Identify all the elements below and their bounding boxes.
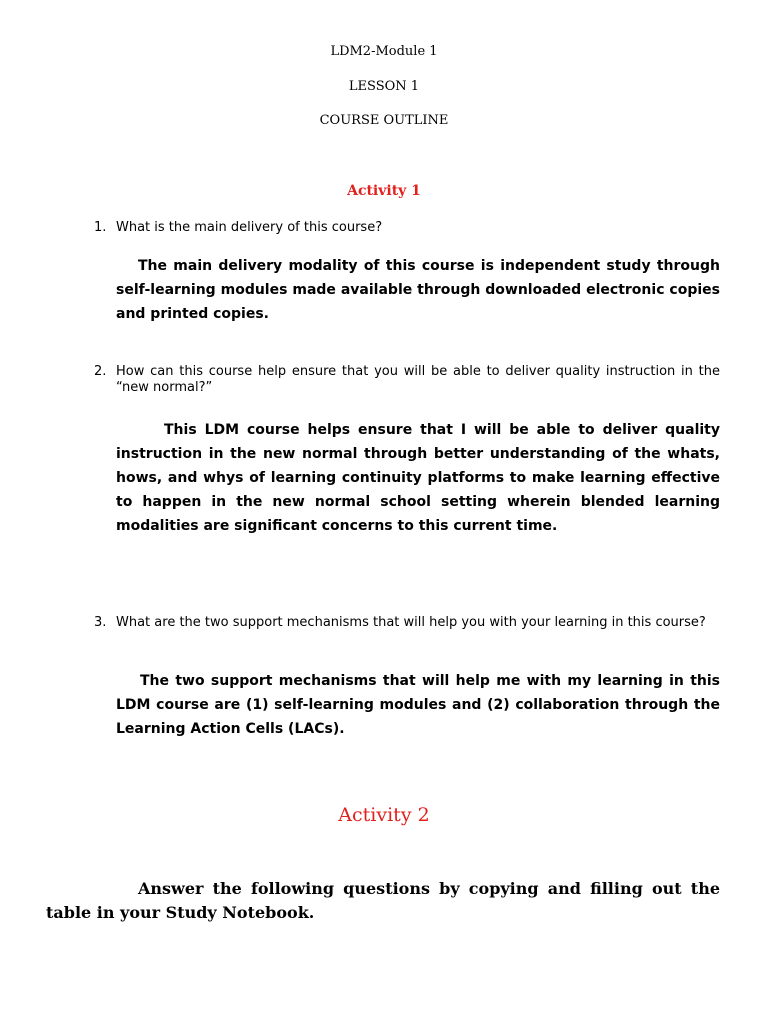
question-1-text: What is the main delivery of this course? — [116, 220, 383, 235]
question-1 — [94, 220, 720, 236]
lesson-label: LESSON 1 — [348, 79, 420, 94]
activity-1-heading: Activity 1 — [347, 183, 421, 199]
answer-1: The main delivery modality of this course is independent study through self-learning modules made available through downloaded electronic copies and printed copies. — [116, 258, 720, 322]
module-label: LDM2-Module 1 — [330, 44, 438, 59]
activity-2-instructions: Answer the following questions by copying and filling out the table in your Study Notebook. — [46, 879, 720, 922]
answer-2: This LDM course helps ensure that I will be able to deliver quality instruction in the new normal through better understanding of the whats, hows, and whys of learning continuity platforms to make learning effective to happen in the new normal school setting wherein blended learning modalities are significant concerns to this current time. — [116, 422, 720, 534]
question-3-text: What are the two support mechanisms that will help you with your learning in this course? — [116, 615, 706, 630]
question-2-text: How can this course help ensure that you will be able to deliver quality instruction in the “new normal?” — [116, 364, 720, 395]
question-3-number: 3. — [94, 615, 107, 630]
question-2-number: 2. — [94, 364, 107, 379]
page-title: COURSE OUTLINE — [319, 113, 449, 128]
question-2 — [94, 364, 720, 396]
activity-2-heading: Activity 2 — [338, 804, 430, 826]
question-3 — [94, 615, 720, 631]
question-1-number: 1. — [94, 220, 107, 235]
answer-3: The two support mechanisms that will help me with my learning in this LDM course are (1) self-learning modules and (2) collaboration through the Learning Action Cells (LACs). — [116, 673, 720, 737]
